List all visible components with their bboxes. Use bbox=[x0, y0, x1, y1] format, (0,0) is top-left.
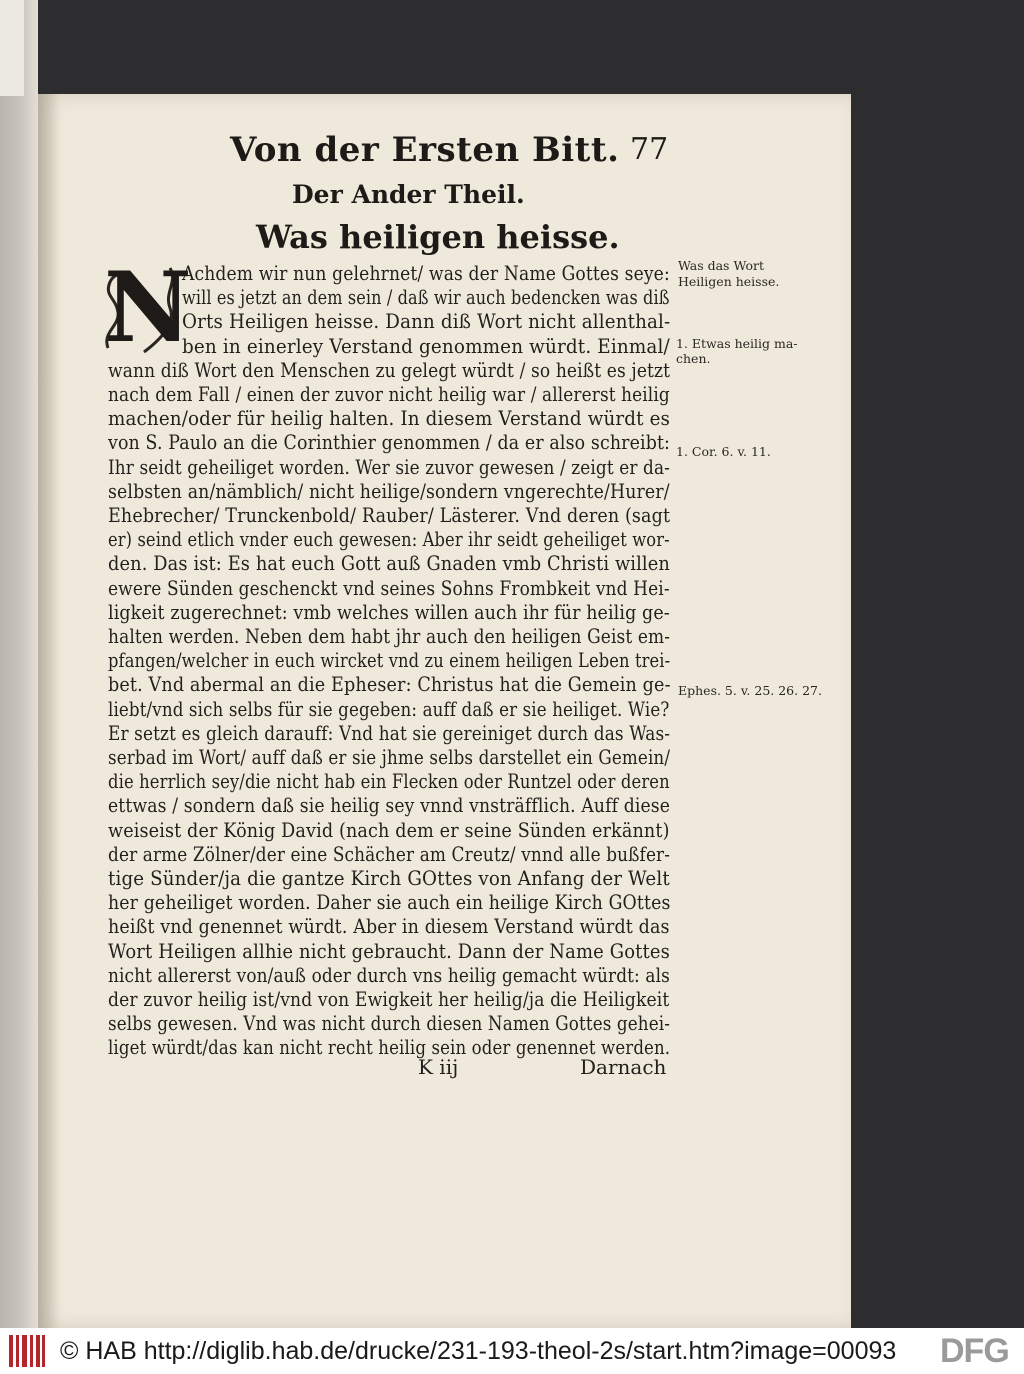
body-text-line: Achdem wir nun gelehrnet/ was der Name Gottes seye: bbox=[182, 262, 670, 285]
margin-note: Was das Wort bbox=[678, 258, 764, 273]
margin-note: Heiligen heisse. bbox=[678, 274, 780, 289]
hab-barcode-logo-icon[interactable] bbox=[8, 1333, 46, 1369]
body-text-line: liget würdt/das kan nicht recht heilig sein oder genennet werden. bbox=[108, 1036, 671, 1059]
running-head: Von der Ersten Bitt. bbox=[230, 130, 620, 170]
body-text-line: der zuvor heilig ist/vnd von Ewigkeit her heilig/ja die Heiligkeit bbox=[108, 988, 670, 1011]
drop-initial: N bbox=[104, 251, 192, 364]
body-text-line: ben in einerley Verstand genommen würdt. Einmal/ bbox=[182, 335, 670, 358]
body-text-line: nicht allererst von/auß oder durch vns heilig gemacht würdt: als bbox=[108, 964, 670, 987]
previous-page-corner bbox=[0, 0, 24, 96]
page-number: 77 bbox=[630, 132, 669, 167]
catchword: Darnach bbox=[580, 1055, 667, 1079]
body-text-line: Ehebrecher/ Trunckenbold/ Rauber/ Lästerer. Vnd deren (sagt bbox=[108, 504, 671, 527]
body-text-line: die herrlich sey/die nicht hab ein Flecken oder Runtzel oder deren bbox=[108, 770, 670, 793]
dfg-logo[interactable]: DFG bbox=[940, 1332, 1009, 1370]
body-text-line: selbsten an/nämblich/ nicht heilige/sondern vngerechte/Hurer/ bbox=[108, 480, 670, 503]
body-text-line: ettwas / sondern daß sie heilig sey vnnd vnsträfflich. Auff diese bbox=[108, 794, 671, 817]
body-text-line: nach dem Fall / einen der zuvor nicht heilig war / allererst heilig bbox=[108, 383, 670, 406]
body-text-line: Orts Heiligen heisse. Dann diß Wort nicht allenthal- bbox=[182, 310, 671, 333]
body-text-line: Wort Heiligen allhie nicht gebraucht. Dann der Name Gottes bbox=[108, 940, 670, 963]
page-gutter-shadow bbox=[38, 94, 60, 1328]
source-url-text[interactable]: © HAB http://diglib.hab.de/drucke/231-193-theol-2s/start.htm?image=00093 bbox=[60, 1337, 897, 1365]
body-text-line: von S. Paulo an die Corinthier genommen / da er also schreibt: bbox=[108, 431, 671, 454]
body-text-line: her geheiliget worden. Daher sie auch ein heilige Kirch GOttes bbox=[108, 891, 671, 914]
chapter-title: Was heiligen heisse. bbox=[256, 218, 620, 256]
body-text-line: wann diß Wort den Menschen zu gelegt würdt / so heißt es jetzt bbox=[108, 359, 671, 382]
body-text-line: liebt/vnd sich selbs für sie gegeben: auff daß er sie heiliget. Wie? bbox=[108, 698, 670, 721]
body-text-line: ewere Sünden geschenckt vnd seines Sohns Frombkeit vnd Hei- bbox=[108, 577, 670, 600]
section-title: Der Ander Theil. bbox=[292, 180, 525, 209]
margin-note: 1. Etwas heilig ma- bbox=[676, 336, 798, 351]
body-text-line: Er setzt es gleich darauff: Vnd hat sie gereiniget durch das Was- bbox=[108, 722, 671, 745]
previous-page-edge bbox=[0, 0, 38, 1328]
body-text-line: er) seind etlich vnder euch gewesen: Aber ihr seidt geheiliget wor- bbox=[108, 528, 670, 551]
body-text-line: der arme Zölner/der eine Schächer am Creutz/ vnnd alle bußfer- bbox=[108, 843, 671, 866]
signature-mark: K iij bbox=[418, 1055, 459, 1079]
body-text-line: tige Sünder/ja die gantze Kirch GOttes von Anfang der Welt bbox=[108, 867, 670, 890]
margin-note: chen. bbox=[676, 351, 711, 366]
body-text-line: weiseist der König David (nach dem er seine Sünden erkännt) bbox=[108, 819, 670, 842]
margin-note: Ephes. 5. v. 25. 26. 27. bbox=[678, 683, 822, 698]
body-text-line: ligkeit zugerechnet: vmb welches willen auch ihr für heilig ge- bbox=[108, 601, 670, 624]
body-text-line: selbs gewesen. Vnd was nicht durch diesen Namen Gottes gehei- bbox=[108, 1012, 671, 1035]
body-text-line: pfangen/welcher in euch wircket vnd zu einem heiligen Leben trei- bbox=[108, 649, 671, 672]
body-text-line: den. Das ist: Es hat euch Gott auß Gnaden vmb Christi willen bbox=[108, 552, 670, 575]
body-text-line: will es jetzt an dem sein / daß wir auch bedencken was diß bbox=[182, 286, 670, 309]
body-text-line: serbad im Wort/ auff daß er sie jhme selbs darstellet ein Gemein/ bbox=[108, 746, 671, 769]
body-text-line: machen/oder für heilig halten. In diesem Verstand würdt es bbox=[108, 407, 671, 430]
body-text-line: halten werden. Neben dem habt jhr auch den heiligen Geist em- bbox=[108, 625, 671, 648]
body-text-line: Ihr seidt geheiliget worden. Wer sie zuvor gewesen / zeigt er da- bbox=[108, 456, 671, 479]
body-text-line: bet. Vnd abermal an die Epheser: Christus hat die Gemein ge- bbox=[108, 673, 671, 696]
body-text-line: heißt vnd genennet würdt. Aber in diesem Verstand würdt das bbox=[108, 915, 670, 938]
margin-note: 1. Cor. 6. v. 11. bbox=[676, 444, 771, 459]
